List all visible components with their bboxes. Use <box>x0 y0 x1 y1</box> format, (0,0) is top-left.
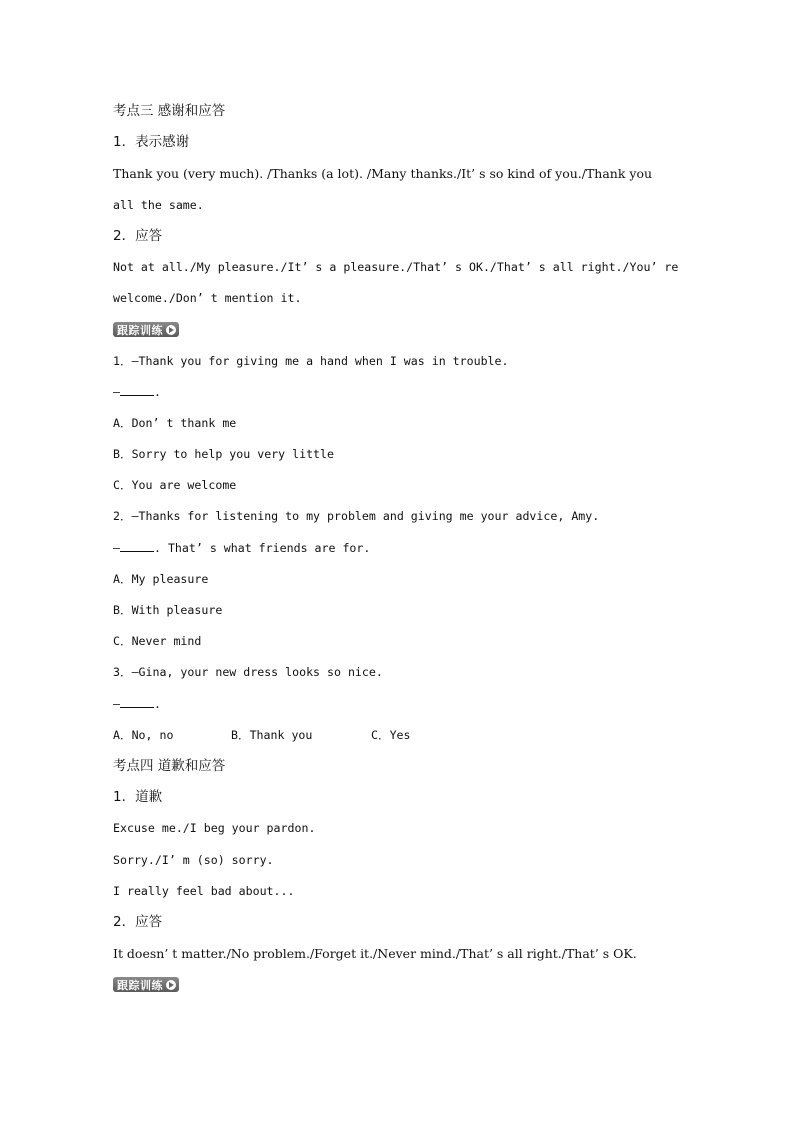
play-circle-icon <box>166 325 176 335</box>
thanks-expressions-line-1: Thank you (very much). /Thanks (a lot). /Many thanks./It’ s so kind of you./Thank you <box>113 166 653 182</box>
question-3-stem: 3．—Gina, your new dress looks so nice. <box>113 665 383 680</box>
practice-badge <box>113 322 179 337</box>
question-1-option-b: B．Sorry to help you very little <box>113 447 334 462</box>
subsection-title-apology-responses: 2．应答 <box>113 913 163 930</box>
practice-badge-row <box>113 314 693 345</box>
subsection-title-responses: 2．应答 <box>113 227 163 244</box>
question-1-option-c: C．You are welcome <box>113 478 237 493</box>
answer-dash: — <box>113 384 120 399</box>
answer-blank <box>120 697 154 708</box>
answer-dash: — <box>113 696 120 711</box>
question-3-option-a: A．No, no <box>113 727 174 742</box>
question-1-answer-line <box>113 377 693 408</box>
apology-line-1: Excuse me./I beg your pardon. <box>113 821 316 836</box>
question-2-answer-line <box>113 533 693 564</box>
apology-line-2: Sorry./I’ m (so) sorry. <box>113 852 274 867</box>
question-2-stem: 2．—Thanks for listening to my problem and giving me your advice, Amy. <box>113 509 600 524</box>
question-3-option-b: B．Thank you <box>231 727 313 742</box>
practice-badge <box>113 977 179 992</box>
question-2-option-b: B．With pleasure <box>113 603 223 617</box>
play-circle-icon <box>166 980 176 990</box>
answer-dash: — <box>113 540 120 555</box>
answer-blank <box>120 541 154 552</box>
thanks-expressions-line-2: all the same. <box>113 197 204 212</box>
practice-badge-label: 跟踪训练 <box>117 323 163 337</box>
question-3-options <box>113 720 693 751</box>
practice-badge-label: 跟踪训练 <box>117 978 163 992</box>
question-1-stem: 1．—Thank you for giving me a hand when I was in trouble. <box>113 353 509 368</box>
subsection-title-apologizing: 1．道歉 <box>113 789 163 806</box>
answer-suffix: . <box>153 384 161 399</box>
answer-suffix: . That’ s what friends are for. <box>153 540 371 555</box>
section-title-thanks: 考点三 感谢和应答 <box>113 103 226 119</box>
subsection-title-expressing-thanks: 1．表示感谢 <box>113 134 190 151</box>
responses-line-2: welcome./Don’ t mention it. <box>113 291 302 306</box>
question-3-option-c: C．Yes <box>371 727 411 742</box>
question-3-answer-line <box>113 689 693 720</box>
answer-blank <box>120 385 154 396</box>
responses-line-1: Not at all./My pleasure./It’ s a pleasure./That’ s OK./That’ s all right./You’ re <box>113 259 679 274</box>
apology-line-3: I really feel bad about... <box>113 883 295 898</box>
question-2-option-c: C．Never mind <box>113 634 202 649</box>
question-2-option-a: A．My pleasure <box>113 571 209 586</box>
question-1-option-a: A．Don’ t thank me <box>113 415 237 430</box>
apology-responses-line-1: It doesn’ t matter./No problem./Forget it./Never mind./That’ s all right./That’ s OK. <box>113 946 637 962</box>
document-page <box>113 96 693 1000</box>
practice-badge-row-2 <box>113 969 693 1000</box>
section-title-apology: 考点四 道歉和应答 <box>113 757 226 774</box>
answer-suffix: . <box>153 696 161 711</box>
